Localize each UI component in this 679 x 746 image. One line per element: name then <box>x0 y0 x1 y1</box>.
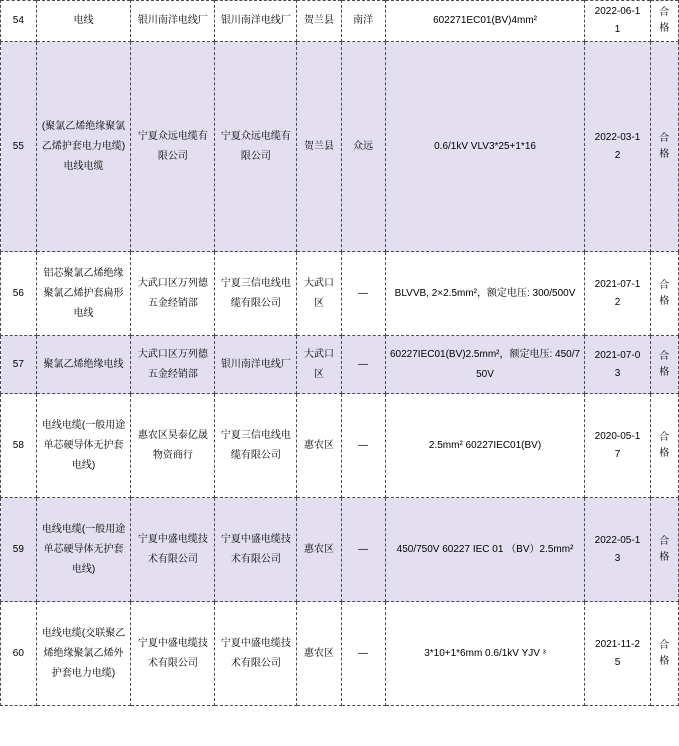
date-line-1: 2021-11-2 <box>595 638 640 650</box>
cell-date <box>585 252 650 336</box>
cell-area: 贺兰县 <box>297 1 341 42</box>
cell-area: 惠农区 <box>297 394 341 498</box>
cell-inspected-company: 银川南洋电线厂 <box>215 1 297 42</box>
cell-brand: — <box>341 336 385 394</box>
cell-inspected-company: 宁夏众远电缆有限公司 <box>215 42 297 252</box>
cell-date <box>585 42 650 252</box>
date-line-2: 2 <box>614 296 621 308</box>
cell-manufacturer: 大武口区万列德五金经销部 <box>131 252 215 336</box>
table-row <box>1 42 679 252</box>
date-line-2: 7 <box>614 448 621 460</box>
cell-result <box>650 602 678 706</box>
result-char-1: 合 <box>659 279 670 291</box>
cell-brand: — <box>341 394 385 498</box>
result-char-1: 合 <box>659 132 670 144</box>
cell-brand: 众远 <box>341 42 385 252</box>
result-char-2: 格 <box>659 551 670 563</box>
cell-area: 惠农区 <box>297 498 341 602</box>
cell-product: 铝芯聚氯乙烯绝缘聚氯乙烯护套扁形电线 <box>36 252 131 336</box>
table-row <box>1 498 679 602</box>
cell-result <box>650 42 678 252</box>
date-line-1: 2022-05-1 <box>594 534 641 546</box>
cell-spec: 3*10+1*6mm 0.6/1kV YJV ᵌ <box>385 602 585 706</box>
cell-result <box>650 394 678 498</box>
cell-manufacturer: 银川南洋电线厂 <box>131 1 215 42</box>
cell-spec: 0.6/1kV VLV3*25+1*16 <box>385 42 585 252</box>
cell-result <box>650 1 678 42</box>
cell-spec: 602271EC01(BV)4mm² <box>385 1 585 42</box>
cell-manufacturer: 大武口区万列德五金经销部 <box>131 336 215 394</box>
date-line-1: 2020-05-1 <box>594 430 641 442</box>
cell-result <box>650 498 678 602</box>
cell-index: 57 <box>1 336 37 394</box>
cell-index: 59 <box>1 498 37 602</box>
cell-inspected-company: 宁夏中盛电缆技术有限公司 <box>215 602 297 706</box>
date-line-2: 3 <box>614 552 621 564</box>
cell-index: 54 <box>1 1 37 42</box>
cell-inspected-company: 宁夏中盛电缆技术有限公司 <box>215 498 297 602</box>
date-line-2: 2 <box>614 149 621 161</box>
result-char-2: 格 <box>659 23 670 34</box>
date-line-2: 5 <box>614 656 621 668</box>
date-line-1: 2022-06-1 <box>594 6 641 17</box>
cell-result <box>650 336 678 394</box>
table-row <box>1 336 679 394</box>
result-char-2: 格 <box>659 366 670 378</box>
cell-inspected-company: 银川南洋电线厂 <box>215 336 297 394</box>
cell-inspected-company: 宁夏三信电线电缆有限公司 <box>215 252 297 336</box>
cell-brand: — <box>341 498 385 602</box>
cell-index: 55 <box>1 42 37 252</box>
cell-spec: 450/750V 60227 IEC 01 （BV）2.5mm² <box>385 498 585 602</box>
cell-index: 58 <box>1 394 37 498</box>
result-char-1: 合 <box>659 7 670 18</box>
cell-date <box>585 1 650 42</box>
date-line-2: 1 <box>614 24 621 35</box>
cell-area: 大武口区 <box>297 336 341 394</box>
date-line-1: 2021-07-0 <box>594 349 641 361</box>
cell-manufacturer: 宁夏中盛电缆技术有限公司 <box>131 498 215 602</box>
cell-product: 电线电缆(一般用途单芯硬导体无护套电线) <box>36 498 131 602</box>
result-char-2: 格 <box>659 295 670 307</box>
cell-index: 56 <box>1 252 37 336</box>
cell-date <box>585 602 650 706</box>
cell-manufacturer: 宁夏众远电缆有限公司 <box>131 42 215 252</box>
cell-product: 电线电缆(交联聚乙烯绝缘聚氯乙烯外护套电力电缆) <box>36 602 131 706</box>
cell-area: 惠农区 <box>297 602 341 706</box>
date-line-2: 3 <box>614 367 621 379</box>
date-line-1: 2021-07-1 <box>594 278 641 290</box>
date-line-1: 2022-03-1 <box>594 131 641 143</box>
result-char-2: 格 <box>659 655 670 667</box>
table-row <box>1 1 679 42</box>
cell-manufacturer: 惠农区昊泰亿晟物资商行 <box>131 394 215 498</box>
cell-index: 60 <box>1 602 37 706</box>
cell-spec: BLVVB, 2×2.5mm²，额定电压: 300/500V <box>385 252 585 336</box>
cell-date <box>585 394 650 498</box>
table-body <box>1 1 679 706</box>
cell-product: 电线电缆(一般用途单芯硬导体无护套电线) <box>36 394 131 498</box>
cell-inspected-company: 宁夏三信电线电缆有限公司 <box>215 394 297 498</box>
cell-brand: — <box>341 252 385 336</box>
result-char-1: 合 <box>659 535 670 547</box>
cell-product: (聚氯乙烯绝缘聚氯乙烯护套电力电缆) 电线电缆 <box>36 42 131 252</box>
cell-brand: 南洋 <box>341 1 385 42</box>
cell-product: 电线 <box>36 1 131 42</box>
result-char-2: 格 <box>659 148 670 160</box>
result-char-1: 合 <box>659 639 670 651</box>
cell-spec: 60227IEC01(BV)2.5mm²，额定电压: 450/750V <box>385 336 585 394</box>
result-char-1: 合 <box>659 350 670 362</box>
result-char-2: 格 <box>659 447 670 459</box>
table-row <box>1 394 679 498</box>
cell-date <box>585 336 650 394</box>
table-row <box>1 602 679 706</box>
cell-manufacturer: 宁夏中盛电缆技术有限公司 <box>131 602 215 706</box>
cell-spec: 2.5mm² 60227IEC01(BV) <box>385 394 585 498</box>
cell-area: 大武口区 <box>297 252 341 336</box>
result-char-1: 合 <box>659 431 670 443</box>
cell-area: 贺兰县 <box>297 42 341 252</box>
cell-product: 聚氯乙烯绝缘电线 <box>36 336 131 394</box>
cell-date <box>585 498 650 602</box>
cell-result <box>650 252 678 336</box>
cell-brand: — <box>341 602 385 706</box>
table-row <box>1 252 679 336</box>
